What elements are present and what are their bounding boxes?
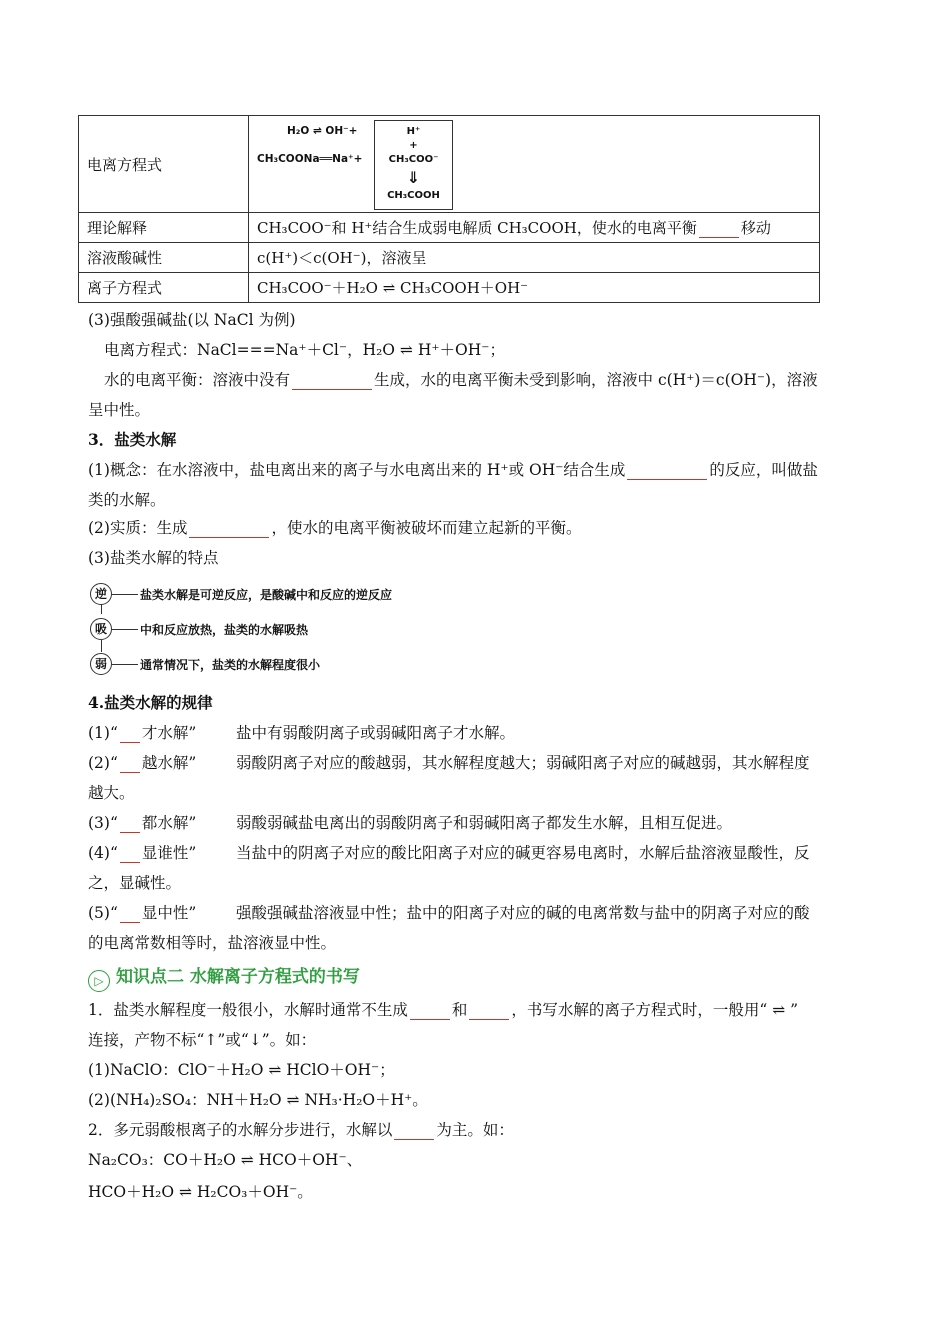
answer-blank[interactable] <box>120 756 140 773</box>
rule-continuation: 的电离常数相等时，盐溶液显中性。 <box>88 934 337 952</box>
paragraph <box>104 370 818 390</box>
text: (4)“ <box>88 844 118 862</box>
answer-blank[interactable] <box>120 906 140 923</box>
feature-char-icon: 弱 <box>90 653 112 675</box>
text: 的反应，叫做盐 <box>709 461 818 479</box>
answer-blank[interactable] <box>627 463 707 480</box>
table-cell <box>249 213 820 243</box>
rule-item <box>88 903 810 923</box>
rule-label: 才水解” <box>141 724 197 742</box>
feature-text: 中和反应放热，盐类的水解吸热 <box>140 623 309 637</box>
table-label: 电离方程式 <box>79 116 249 213</box>
text: (2)实质：生成 <box>88 519 188 537</box>
section-heading: (3)强酸强碱盐(以 NaCl 为例) <box>88 311 296 329</box>
rule-item <box>88 843 810 863</box>
table-row <box>79 116 820 213</box>
answer-blank[interactable] <box>120 846 140 863</box>
box-line: CH₃COO⁻ <box>388 154 439 165</box>
answer-blank[interactable] <box>120 726 140 743</box>
text: (5)“ <box>88 904 118 922</box>
feature-char-icon: 逆 <box>90 583 112 605</box>
table-cell: CH₃COO⁻＋H₂O ⇌ CH₃COOH＋OH⁻ <box>249 273 820 303</box>
subsection-heading: (3)盐类水解的特点 <box>88 549 219 567</box>
water-ionization-eq: H₂O ⇌ OH⁻+ <box>287 125 358 137</box>
table-label: 溶液酸碱性 <box>79 243 249 273</box>
rule-label: 显中性” <box>141 904 197 922</box>
example-equation: Na₂CO₃：CO＋H₂O ⇌ HCO＋OH⁻、 <box>88 1151 363 1169</box>
connector-line <box>112 664 138 665</box>
section-heading: 3．盐类水解 <box>88 430 177 449</box>
down-arrow-icon: ⇓ <box>406 168 421 187</box>
box-line: H⁺ <box>406 126 421 137</box>
hydrolysis-features-diagram <box>88 580 448 680</box>
feature-text: 通常情况下，盐类的水解程度很小 <box>140 658 321 672</box>
paragraph <box>88 460 818 480</box>
combination-box <box>374 120 453 210</box>
box-line: CH₃COOH <box>387 190 440 201</box>
text: ，使水的电离平衡被破坏而建立起新的平衡。 <box>271 519 582 537</box>
answer-blank[interactable] <box>189 521 269 538</box>
table-cell: c(H⁺)＜c(OH⁻)，溶液呈 <box>249 243 820 273</box>
rule-text: 弱酸弱碱盐电离出的弱酸阴离子和弱碱阳离子都发生水解，且相互促进。 <box>236 814 733 832</box>
text: 1．盐类水解程度一般很小，水解时通常不生成 <box>88 1001 408 1019</box>
paragraph: 连接，产物不标“↑”或“↓”。如： <box>88 1031 317 1049</box>
example-equation: (2)(NH₄)₂SO₄：NH＋H₂O ⇌ NH₃·H₂O＋H⁺。 <box>88 1091 428 1109</box>
knowledge-point-heading <box>88 962 360 986</box>
play-arrow-icon: ▷ <box>88 970 110 992</box>
box-line: + <box>409 140 418 151</box>
rule-label: 越水解” <box>141 754 197 772</box>
text: 为主。如： <box>436 1121 514 1139</box>
paragraph: 类的水解。 <box>88 491 166 509</box>
text: 2．多元弱酸根离子的水解分步进行，水解以 <box>88 1121 393 1139</box>
equation-diagram <box>257 120 819 208</box>
connector-line <box>101 640 102 652</box>
ionization-table <box>78 115 820 303</box>
answer-blank[interactable] <box>410 1003 450 1020</box>
rule-text: 盐中有弱酸阴离子或弱碱阳离子才水解。 <box>236 724 516 742</box>
sodium-acetate-ionization-eq: CH₃COONa══Na⁺+ <box>257 153 363 165</box>
rule-continuation: 之，显碱性。 <box>88 874 182 892</box>
answer-blank[interactable] <box>292 373 372 390</box>
cell-text: CH₃COO⁻和 H⁺结合生成弱电解质 CH₃COOH，使水的电离平衡 <box>257 219 697 237</box>
table-row <box>79 273 820 303</box>
answer-blank[interactable] <box>699 221 739 238</box>
rule-label: 都水解” <box>141 814 197 832</box>
feature-text: 盐类水解是可逆反应，是酸碱中和反应的逆反应 <box>140 588 393 602</box>
connector-line <box>112 629 138 630</box>
equation-cell <box>249 116 820 213</box>
paragraph <box>88 1120 514 1140</box>
text: 和 <box>451 1001 468 1019</box>
feature-char-icon: 吸 <box>90 618 112 640</box>
text: (1)“ <box>88 724 118 742</box>
answer-blank[interactable] <box>469 1003 509 1020</box>
rule-item <box>88 753 810 773</box>
text: 生成，水的电离平衡未受到影响，溶液中 c(H⁺)＝c(OH⁻)，溶液 <box>374 371 818 389</box>
paragraph: 呈中性。 <box>88 401 151 419</box>
answer-blank[interactable] <box>394 1123 434 1140</box>
text: ，书写水解的离子方程式时，一般用“ ⇌ ” <box>511 1001 799 1019</box>
answer-blank[interactable] <box>120 816 140 833</box>
table-row <box>79 213 820 243</box>
section-heading: 4.盐类水解的规律 <box>88 693 213 712</box>
connector-line <box>101 604 102 614</box>
text: 水的电离平衡：溶液中没有 <box>104 371 291 389</box>
text: (2)“ <box>88 754 118 772</box>
rule-continuation: 越大。 <box>88 784 135 802</box>
table-label: 理论解释 <box>79 213 249 243</box>
rule-text: 强酸强碱盐溶液显中性；盐中的阳离子对应的碱的电离常数与盐中的阴离子对应的酸 <box>236 904 810 922</box>
text: (3)“ <box>88 814 118 832</box>
paragraph <box>88 1000 798 1020</box>
connector-line <box>112 594 138 595</box>
rule-item <box>88 723 515 743</box>
text: (1)概念：在水溶液中，盐电离出来的离子与水电离出来的 H⁺或 OH⁻结合生成 <box>88 461 626 479</box>
example-equation: HCO＋H₂O ⇌ H₂CO₃＋OH⁻。 <box>88 1183 313 1201</box>
example-equation: (1)NaClO：ClO⁻＋H₂O ⇌ HClO＋OH⁻； <box>88 1061 395 1079</box>
rule-label: 显谁性” <box>141 844 197 862</box>
heading-text: 知识点二 水解离子方程式的书写 <box>116 967 360 987</box>
rule-text: 当盐中的阴离子对应的酸比阳离子对应的碱更容易电离时，水解后盐溶液显酸性，反 <box>236 844 810 862</box>
nacl-equation: 电离方程式：NaCl===Na⁺＋Cl⁻，H₂O ⇌ H⁺＋OH⁻； <box>104 341 505 359</box>
paragraph <box>88 518 581 538</box>
rule-item <box>88 813 732 833</box>
table-label: 离子方程式 <box>79 273 249 303</box>
cell-text: 移动 <box>740 219 771 237</box>
rule-text: 弱酸阴离子对应的酸越弱，其水解程度越大；弱碱阳离子对应的碱越弱，其水解程度 <box>236 754 810 772</box>
table-row <box>79 243 820 273</box>
